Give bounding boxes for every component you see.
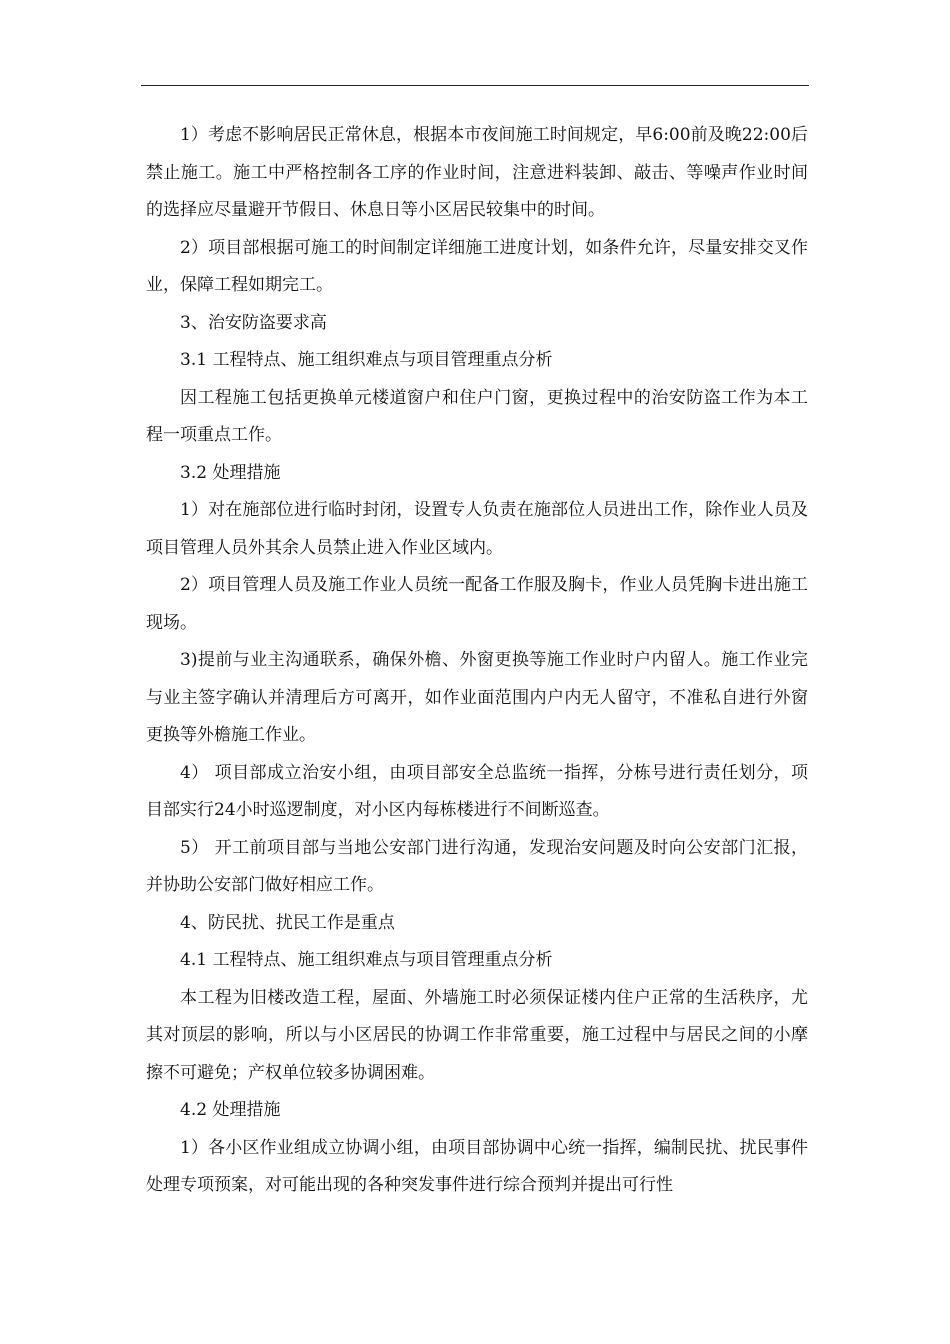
paragraph: 5） 开工前项目部与当地公安部门进行沟通，发现治安问题及时向公安部门汇报，并协助公安部门做好相应工作。 [146,837,808,895]
paragraph: 2）项目管理人员及施工作业人员统一配备工作服及胸卡，作业人员凭胸卡进出施工现场。 [146,575,808,633]
paragraph: 1）考虑不影响居民正常休息，根据本市夜间施工时间规定，早6:00前及晚22:00后禁止施工。施工中严格控制各工序的作业时间，注意进料装卸、敲击、等噪声作业时间的选择应尽量避开节假日、休息日等小区居民较集中的时间。 [146,125,808,220]
paragraph: 因工程施工包括更换单元楼道窗户和住户门窗，更换过程中的治安防盗工作为本工程一项重点工作。 [146,387,808,445]
document-body [146,117,808,1205]
paragraph: 3)提前与业主沟通联系，确保外檐、外窗更换等施工作业时户内留人。施工作业完与业主签字确认并清理后方可离开，如作业面范围内户内无人留守，不准私自进行外窗更换等外檐施工作业。 [146,650,808,745]
header-rule [141,85,809,86]
paragraph: 4） 项目部成立治安小组，由项目部安全总监统一指挥，分栋号进行责任划分，项目部实行24小时巡逻制度，对小区内每栋楼进行不间断巡查。 [146,762,808,820]
paragraph: 本工程为旧楼改造工程，屋面、外墙施工时必须保证楼内住户正常的生活秩序，尤其对顶层的影响，所以与小区居民的协调工作非常重要，施工过程中与居民之间的小摩擦不可避免；产权单位较多协调困难。 [146,987,808,1083]
section-heading: 3、治安防盗要求高 [180,312,327,333]
subsection-heading: 3.2 处理措施 [180,462,281,483]
paragraph: 1）对在施部位进行临时封闭，设置专人负责在施部位人员进出工作，除作业人员及项目管理人员外其余人员禁止进入作业区域内。 [146,500,808,558]
paragraph: 2）项目部根据可施工的时间制定详细施工进度计划，如条件允许，尽量安排交叉作业，保障工程如期完工。 [146,237,808,295]
section-heading: 4、防民扰、扰民工作是重点 [180,912,395,933]
subsection-heading: 4.1 工程特点、施工组织难点与项目管理重点分析 [180,950,553,970]
subsection-heading: 4.2 处理措施 [180,1100,281,1120]
paragraph: 1）各小区作业组成立协调小组，由项目部协调中心统一指挥，编制民扰、扰民事件处理专项预案，对可能出现的各种突发事件进行综合预判并提出可行性 [146,1137,808,1195]
subsection-heading: 3.1 工程特点、施工组织难点与项目管理重点分析 [180,350,553,370]
